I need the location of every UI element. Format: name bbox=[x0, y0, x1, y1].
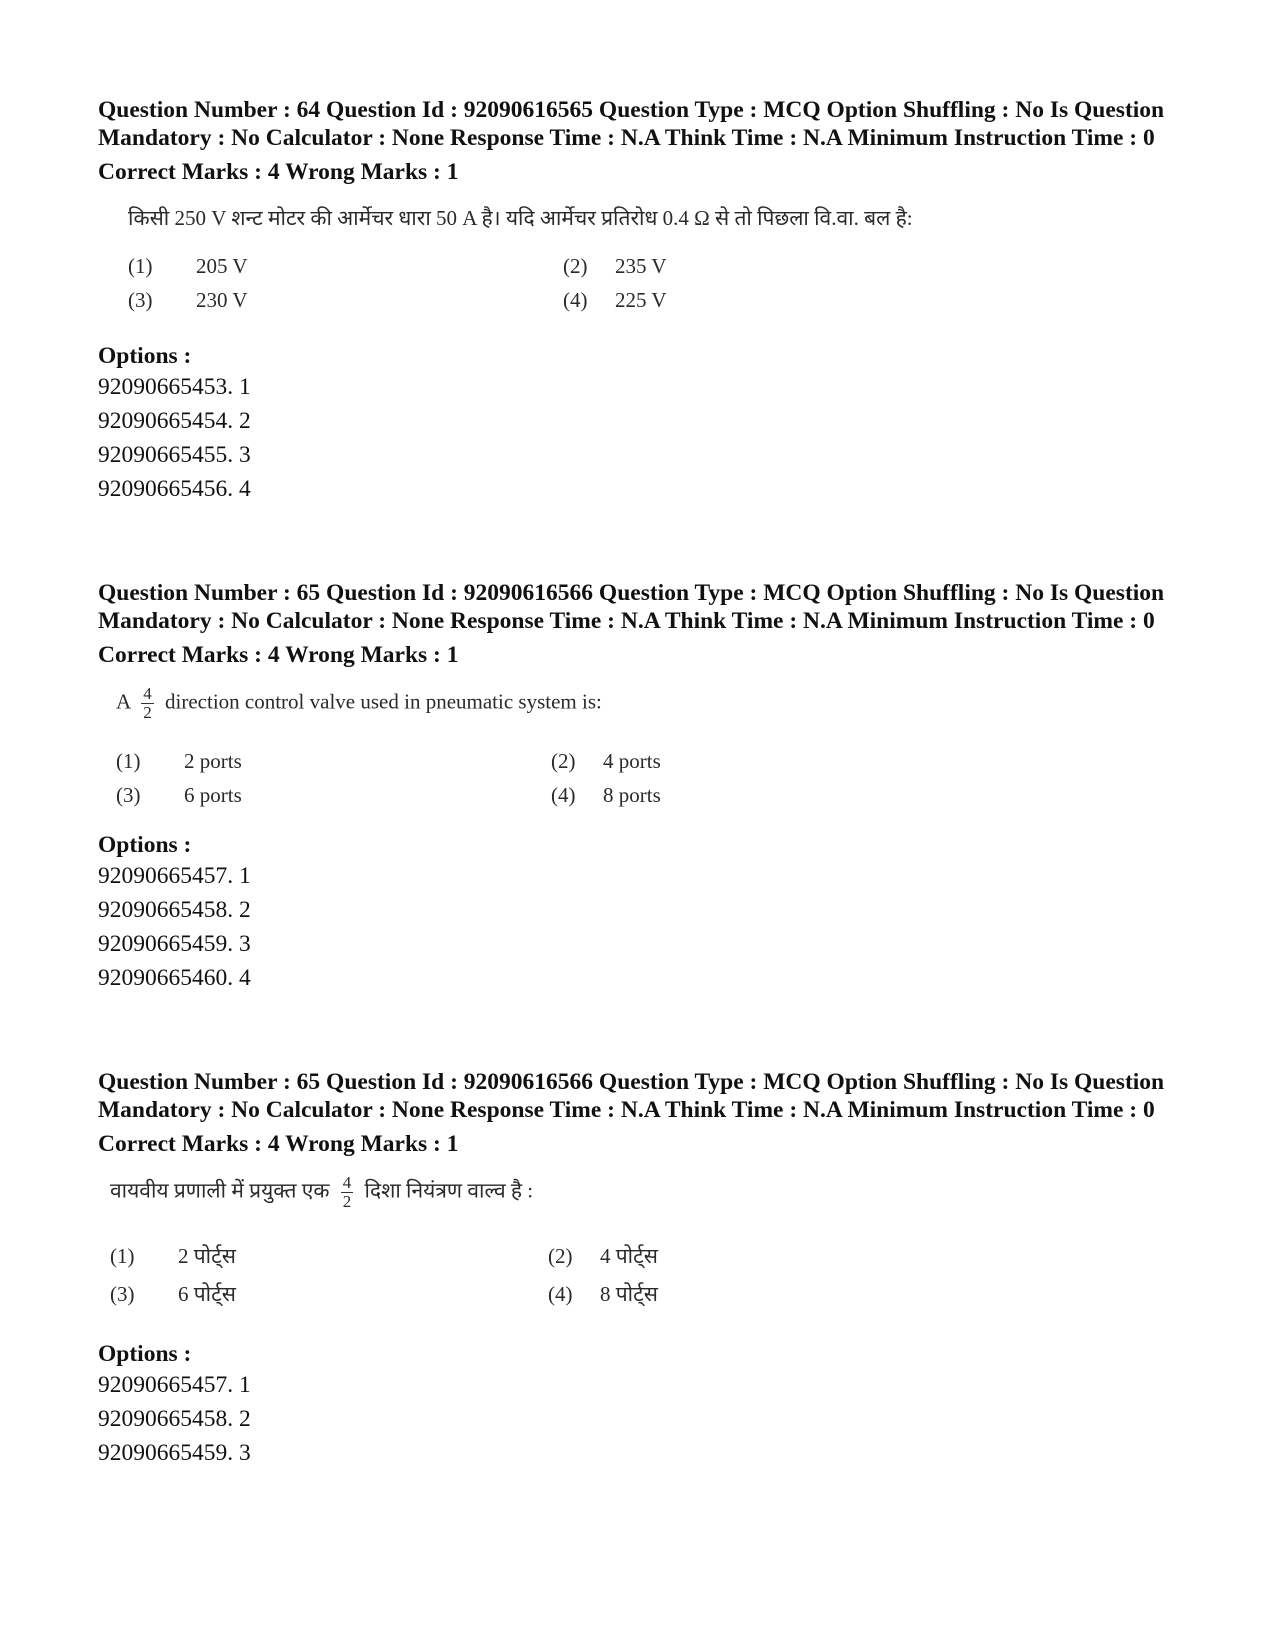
fraction bbox=[341, 1174, 354, 1211]
answer-text: 205 V bbox=[196, 254, 248, 278]
option-line: 92090665459. 3 bbox=[98, 1440, 251, 1466]
answer-option bbox=[551, 749, 661, 774]
answer-number: (4) bbox=[563, 288, 588, 312]
answer-option bbox=[128, 288, 248, 313]
option-line: 92090665458. 2 bbox=[98, 897, 251, 923]
answer-option bbox=[563, 254, 667, 279]
question-block bbox=[98, 579, 1188, 995]
answer-text: 4 ports bbox=[603, 749, 661, 773]
stem-text: वायवीय प्रणाली में प्रयुक्त एक bbox=[110, 1178, 330, 1203]
answer-number: (4) bbox=[551, 783, 576, 807]
question-meta: Question Number : 65 Question Id : 92090616566 Question Type : MCQ Option Shuffling : No Is Question Mandatory : No Calculator : None Response Time : N.A Think Time : N.A Minimum Instruction Time : 0 bbox=[98, 580, 1165, 634]
answer-text: 8 ports bbox=[603, 783, 661, 807]
stem-text: किसी 250 V शन्ट मोटर की आर्मेचर धारा 50 A है। यदि आर्मेचर प्रतिरोध 0.4 Ω से तो पिछला वि.वा. बल है: bbox=[128, 206, 913, 230]
option-line: 92090665460. 4 bbox=[98, 965, 251, 991]
option-line: 92090665457. 1 bbox=[98, 1372, 251, 1398]
answer-option bbox=[116, 749, 242, 774]
answer-text: 2 पोर्ट्स bbox=[178, 1244, 236, 1268]
answer-option bbox=[116, 783, 242, 808]
answer-number: (2) bbox=[548, 1244, 573, 1268]
options-title: Options : bbox=[98, 1341, 192, 1367]
fraction-denominator: 2 bbox=[143, 703, 152, 722]
options-title: Options : bbox=[98, 343, 192, 369]
fraction-denominator: 2 bbox=[342, 1192, 352, 1211]
option-line: 92090665458. 2 bbox=[98, 1406, 251, 1432]
stem-text: A bbox=[116, 689, 131, 714]
question-stem bbox=[128, 204, 913, 232]
question-block bbox=[98, 1068, 1188, 1470]
options-title: Options : bbox=[98, 832, 192, 858]
option-line: 92090665457. 1 bbox=[98, 863, 251, 889]
fraction bbox=[141, 685, 154, 722]
answer-number: (2) bbox=[551, 749, 576, 773]
answer-text: 225 V bbox=[615, 288, 667, 312]
answer-number: (3) bbox=[116, 783, 141, 807]
answer-text: 8 पोर्ट्स bbox=[600, 1282, 658, 1306]
question-stem bbox=[110, 1174, 533, 1211]
answer-number: (1) bbox=[110, 1244, 135, 1268]
option-line: 92090665455. 3 bbox=[98, 442, 251, 468]
answer-text: 6 ports bbox=[184, 783, 242, 807]
question-block bbox=[98, 96, 1188, 506]
fraction-numerator: 4 bbox=[143, 684, 152, 703]
question-meta: Question Number : 65 Question Id : 92090616566 Question Type : MCQ Option Shuffling : No Is Question Mandatory : No Calculator : None Response Time : N.A Think Time : N.A Minimum Instruction Time : 0 bbox=[98, 1069, 1165, 1123]
answer-option bbox=[128, 254, 248, 279]
answer-number: (4) bbox=[548, 1282, 573, 1306]
question-meta: Question Number : 64 Question Id : 92090616565 Question Type : MCQ Option Shuffling : No Is Question Mandatory : No Calculator : None Response Time : N.A Think Time : N.A Minimum Instruction Time : 0 bbox=[98, 97, 1165, 151]
question-image bbox=[98, 202, 1188, 342]
answer-option bbox=[110, 1280, 236, 1308]
option-line: 92090665454. 2 bbox=[98, 408, 251, 434]
fraction-numerator: 4 bbox=[342, 1173, 352, 1192]
answer-option bbox=[548, 1242, 658, 1270]
answer-number: (2) bbox=[563, 254, 588, 278]
answer-option bbox=[548, 1280, 658, 1308]
marks-line: Correct Marks : 4 Wrong Marks : 1 bbox=[98, 642, 459, 668]
marks-line: Correct Marks : 4 Wrong Marks : 1 bbox=[98, 1131, 459, 1157]
answer-text: 6 पोर्ट्स bbox=[178, 1282, 236, 1306]
question-image bbox=[98, 1174, 1188, 1340]
stem-text: direction control valve used in pneumatic system is: bbox=[165, 689, 602, 714]
answer-number: (3) bbox=[128, 288, 153, 312]
question-stem bbox=[116, 685, 602, 722]
option-line: 92090665453. 1 bbox=[98, 374, 251, 400]
answer-text: 2 ports bbox=[184, 749, 242, 773]
answer-number: (1) bbox=[116, 749, 141, 773]
answer-option bbox=[551, 783, 661, 808]
marks-line: Correct Marks : 4 Wrong Marks : 1 bbox=[98, 159, 459, 185]
answer-option bbox=[110, 1242, 236, 1270]
answer-number: (3) bbox=[110, 1282, 135, 1306]
stem-text: दिशा नियंत्रण वाल्व है : bbox=[364, 1178, 534, 1203]
answer-number: (1) bbox=[128, 254, 153, 278]
answer-text: 4 पोर्ट्स bbox=[600, 1244, 658, 1268]
answer-text: 230 V bbox=[196, 288, 248, 312]
question-image bbox=[98, 685, 1188, 831]
option-line: 92090665456. 4 bbox=[98, 476, 251, 502]
answer-option bbox=[563, 288, 667, 313]
option-line: 92090665459. 3 bbox=[98, 931, 251, 957]
answer-text: 235 V bbox=[615, 254, 667, 278]
